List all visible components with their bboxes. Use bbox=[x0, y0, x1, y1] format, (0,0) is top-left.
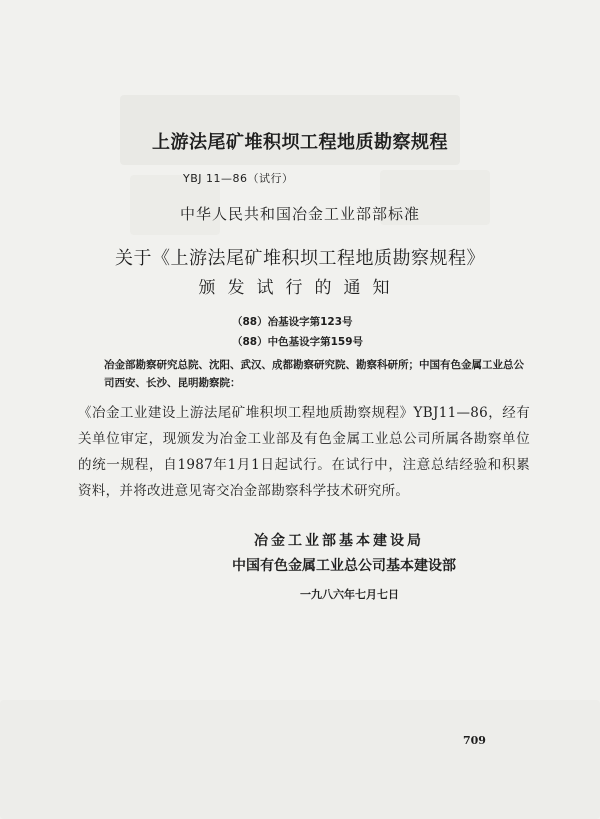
notice-body: 《冶金工业建设上游法尾矿堆积坝工程地质勘察规程》YBJ11—86，经有关单位审定，现颁发为冶金工业部及有色金属工业总公司所属各勘察单位的统一规程，自1987年1月1日起试行。在试行中，注意总结经验和积累资料，并将改进意见寄交冶金部勘察科学技术研究所。 bbox=[78, 405, 530, 499]
signatory: 冶金工业部基本建设局 bbox=[254, 533, 424, 549]
standard-code: YBJ 11—86（试行） bbox=[183, 172, 294, 185]
scan-blotch bbox=[0, 700, 600, 819]
page-number: 709 bbox=[463, 734, 486, 747]
issue-date: 一九八六年七月七日 bbox=[300, 588, 399, 601]
issuer-line: 中华人民共和国冶金工业部部标准 bbox=[179, 205, 420, 223]
recipients-paragraph: 冶金部勘察研究总院、沈阳、武汉、成都勘察研究院、勘察科研所；中国有色金属工业总公司西安、长沙、昆明勘察院： bbox=[104, 359, 524, 389]
doc-number: （88）冶基设字第123号 bbox=[232, 316, 353, 328]
notice-title: 关于《上游法尾矿堆积坝工程地质勘察规程》 bbox=[115, 248, 485, 269]
signatory: 中国有色金属工业总公司基本建设部 bbox=[232, 558, 456, 574]
notice-subtitle: 颁发试行的通知 bbox=[198, 278, 402, 298]
document-title: 上游法尾矿堆积坝工程地质勘察规程 bbox=[152, 132, 448, 153]
doc-number: （88）中色基设字第159号 bbox=[232, 336, 364, 348]
